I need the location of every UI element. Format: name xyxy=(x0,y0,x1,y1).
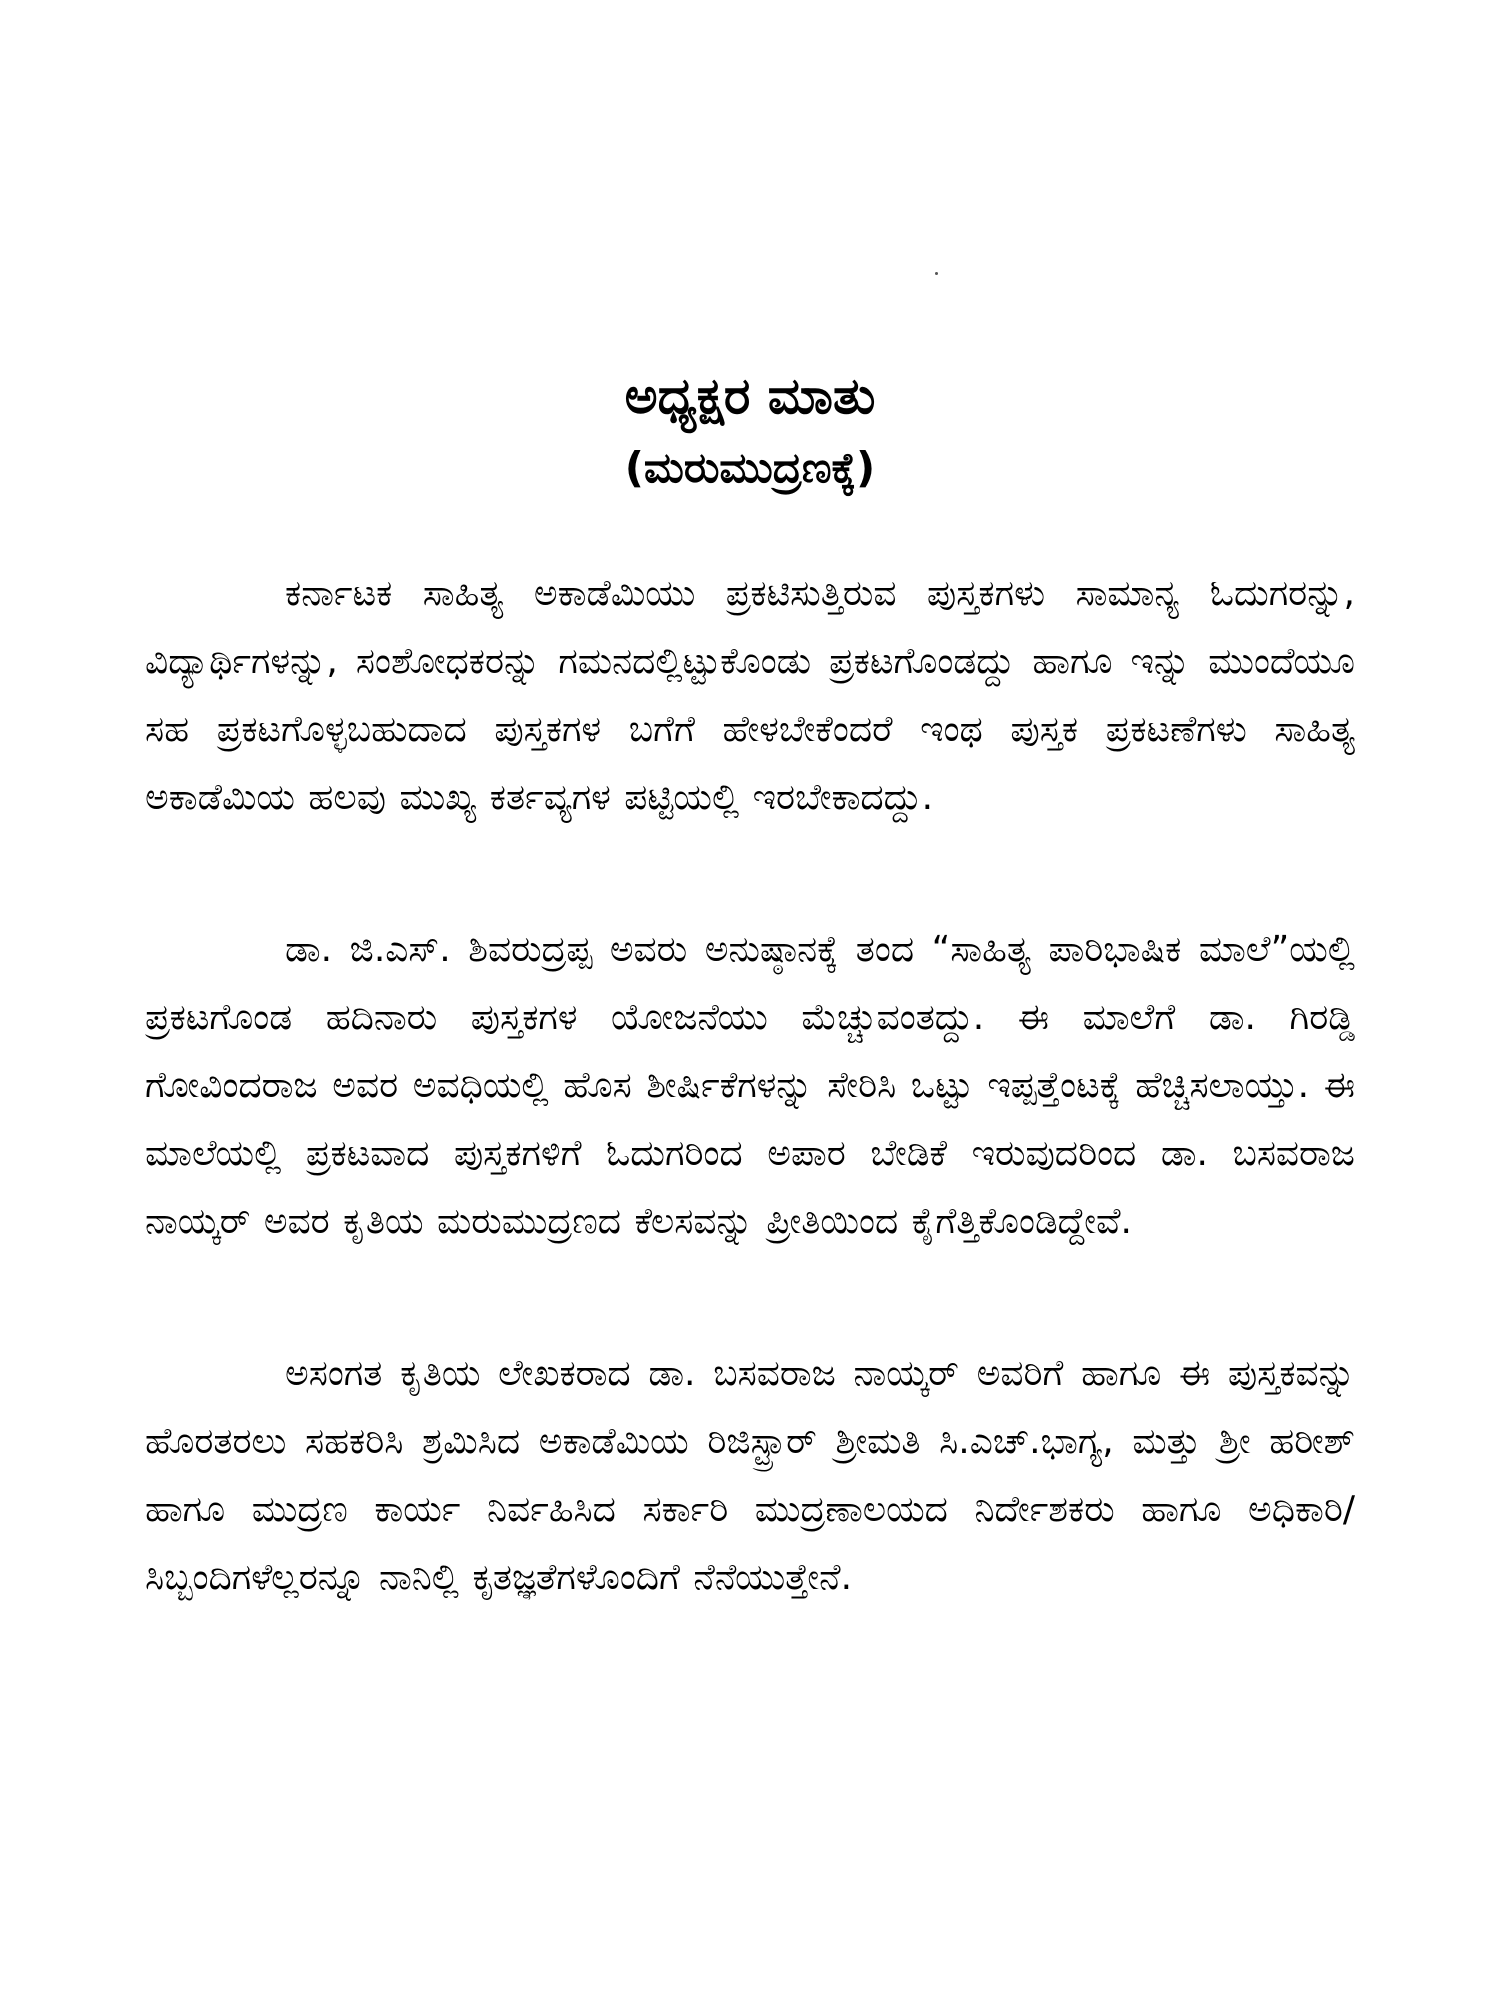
heading-block xyxy=(0,360,1500,500)
scan-speck xyxy=(935,272,938,275)
paragraph-1: ಕರ್ನಾಟಕ ಸಾಹಿತ್ಯ ಅಕಾಡೆಮಿಯು ಪ್ರಕಟಿಸುತ್ತಿರುವ ಪುಸ್ತಕಗಳು ಸಾಮಾನ್ಯ ಓದುಗರನ್ನು, ವಿದ್ಯಾರ್ಥಿಗಳನ್ನು, ಸಂಶೋಧಕರನ್ನು ಗಮನದಲ್ಲಿಟ್ಟುಕೊಂಡು ಪ್ರಕಟಗೊಂಡದ್ದು ಹಾಗೂ ಇನ್ನು ಮುಂದೆಯೂ ಸಹ ಪ್ರಕಟಗೊಳ್ಳಬಹುದಾದ ಪುಸ್ತಕಗಳ ಬಗೆಗೆ ಹೇಳಬೇಕೆಂದರೆ ಇಂಥ ಪುಸ್ತಕ ಪ್ರಕಟಣೆಗಳು ಸಾಹಿತ್ಯ ಅಕಾಡೆಮಿಯ ಹಲವು ಮುಖ್ಯ ಕರ್ತವ್ಯಗಳ ಪಟ್ಟಿಯಲ್ಲಿ ಇರಬೇಕಾದದ್ದು. xyxy=(145,573,1355,818)
page-title: ಅಧ್ಯಕ್ಷರ ಮಾತು xyxy=(624,367,876,425)
body-text xyxy=(145,560,1355,1612)
paragraph-3: ಅಸಂಗತ ಕೃತಿಯ ಲೇಖಕರಾದ ಡಾ. ಬಸವರಾಜ ನಾಯ್ಕರ್ ಅವರಿಗೆ ಹಾಗೂ ಈ ಪುಸ್ತಕವನ್ನು ಹೊರತರಲು ಸಹಕರಿಸಿ ಶ್ರಮಿಸಿದ ಅಕಾಡೆಮಿಯ ರಿಜಿಸ್ಟ್ರಾರ್ ಶ್ರೀಮತಿ ಸಿ.ಎಚ್.ಭಾಗ್ಯ, ಮತ್ತು ಶ್ರೀ ಹರೀಶ್ ಹಾಗೂ ಮುದ್ರಣ ಕಾರ್ಯ ನಿರ್ವಹಿಸಿದ ಸರ್ಕಾರಿ ಮುದ್ರಣಾಲಯದ ನಿರ್ದೇಶಕರು ಹಾಗೂ ಅಧಿಕಾರಿ/ ಸಿಬ್ಬಂದಿಗಳೆಲ್ಲರನ್ನೂ ನಾನಿಲ್ಲಿ ಕೃತಜ್ಞತೆಗಳೊಂದಿಗೆ ನೆನೆಯುತ್ತೇನೆ. xyxy=(145,1353,1355,1598)
paragraph-2: ಡಾ. ಜಿ.ಎಸ್. ಶಿವರುದ್ರಪ್ಪ ಅವರು ಅನುಷ್ಠಾನಕ್ಕೆ ತಂದ “ಸಾಹಿತ್ಯ ಪಾರಿಭಾಷಿಕ ಮಾಲೆ”ಯಲ್ಲಿ ಪ್ರಕಟಗೊಂಡ ಹದಿನಾರು ಪುಸ್ತಕಗಳ ಯೋಜನೆಯು ಮೆಚ್ಚುವಂತದ್ದು. ಈ ಮಾಲೆಗೆ ಡಾ. ಗಿರಡ್ಡಿ ಗೋವಿಂದರಾಜ ಅವರ ಅವಧಿಯಲ್ಲಿ ಹೊಸ ಶೀರ್ಷಿಕೆಗಳನ್ನು ಸೇರಿಸಿ ಒಟ್ಟು ಇಪ್ಪತ್ತೆಂಟಕ್ಕೆ ಹೆಚ್ಚಿಸಲಾಯ್ತು. ಈ ಮಾಲೆಯಲ್ಲಿ ಪ್ರಕಟವಾದ ಪುಸ್ತಕಗಳಿಗೆ ಓದುಗರಿಂದ ಅಪಾರ ಬೇಡಿಕೆ ಇರುವುದರಿಂದ ಡಾ. ಬಸವರಾಜ ನಾಯ್ಕರ್ ಅವರ ಕೃತಿಯ ಮರುಮುದ್ರಣದ ಕೆಲಸವನ್ನು ಪ್ರೀತಿಯಿಂದ ಕೈಗೆತ್ತಿಕೊಂಡಿದ್ದೇವೆ. xyxy=(145,929,1355,1242)
page-subtitle: (ಮರುಮುದ್ರಣಕ್ಕೆ) xyxy=(624,443,876,492)
